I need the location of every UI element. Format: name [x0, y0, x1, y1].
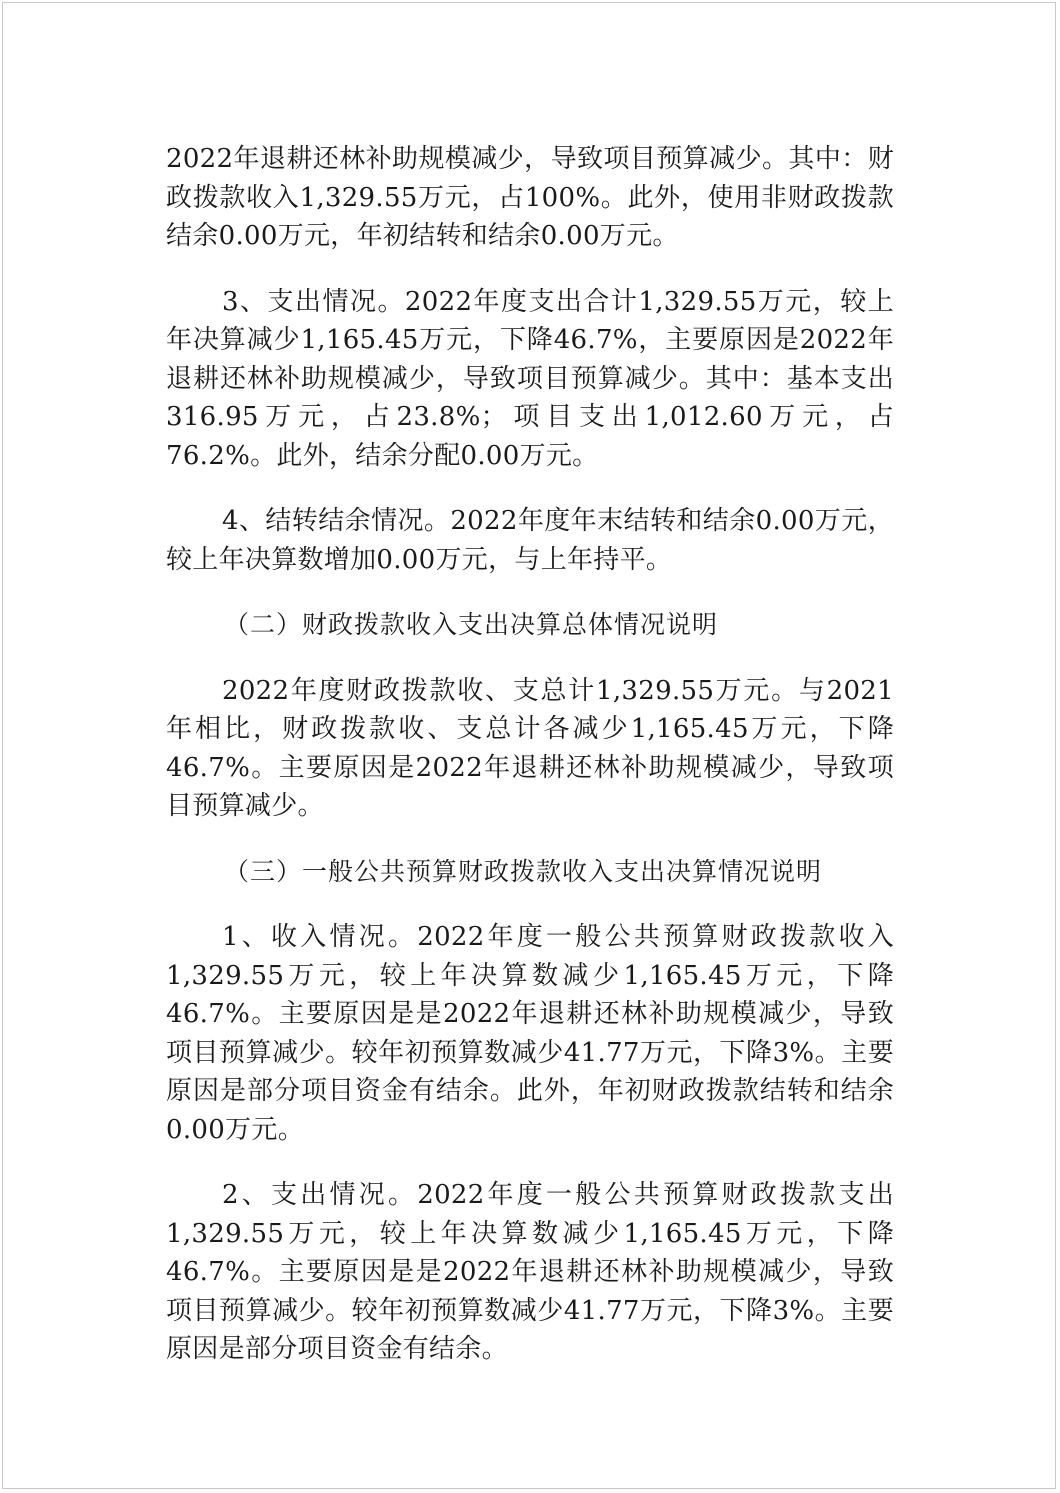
document-page — [2, 2, 1056, 1489]
paragraph-fiscal-total: 2022年度财政拨款收、支总计1,329.55万元。与2021年相比，财政拨款收、支总计各减少1,165.45万元，下降46.7%。主要原因是2022年退耕还林补助规模减少，导致项目预算减少。 — [166, 675, 894, 821]
section-heading-2: （二）财政拨款收入支出决算总体情况说明 — [224, 610, 719, 639]
paragraph-income-continuation: 2022年退耕还林补助规模减少，导致项目预算减少。其中：财政拨款收入1,329.55万元，占100%。此外，使用非财政拨款结余0.00万元，年初结转和结余0.00万元。 — [166, 144, 894, 251]
paragraph-expenditure: 3、支出情况。2022年度支出合计1,329.55万元，较上年决算减少1,165.45万元，下降46.7%，主要原因是2022年退耕还林补助规模减少，导致项目预算减少。其中：基本支出316.95万元，占23.8%；项目支出1,012.60万元，占76.2%。此外，结余分配0.00万元。 — [166, 286, 894, 471]
paragraph-general-income: 1、收入情况。2022年度一般公共预算财政拨款收入1,329.55万元，较上年决算数减少1,165.45万元，下降46.7%。主要原因是是2022年退耕还林补助规模减少，导致项目预算减少。较年初预算数减少41.77万元，下降3%。主要原因是部分项目资金有结余。此外，年初财政拨款结转和结余0.00万元。 — [166, 922, 894, 1145]
paragraph-carryover: 4、结转结余情况。2022年度年末结转和结余0.00万元，较上年决算数增加0.00万元，与上年持平。 — [166, 506, 894, 575]
paragraph-general-expenditure: 2、支出情况。2022年度一般公共预算财政拨款支出1,329.55万元，较上年决算数减少1,165.45万元，下降46.7%。主要原因是是2022年退耕还林补助规模减少，导致项目预算减少。较年初预算数减少41.77万元，下降3%。主要原因是部分项目资金有结余。 — [166, 1180, 894, 1364]
document-body — [166, 140, 894, 1396]
section-heading-3: （三）一般公共预算财政拨款收入支出决算情况说明 — [224, 856, 823, 886]
